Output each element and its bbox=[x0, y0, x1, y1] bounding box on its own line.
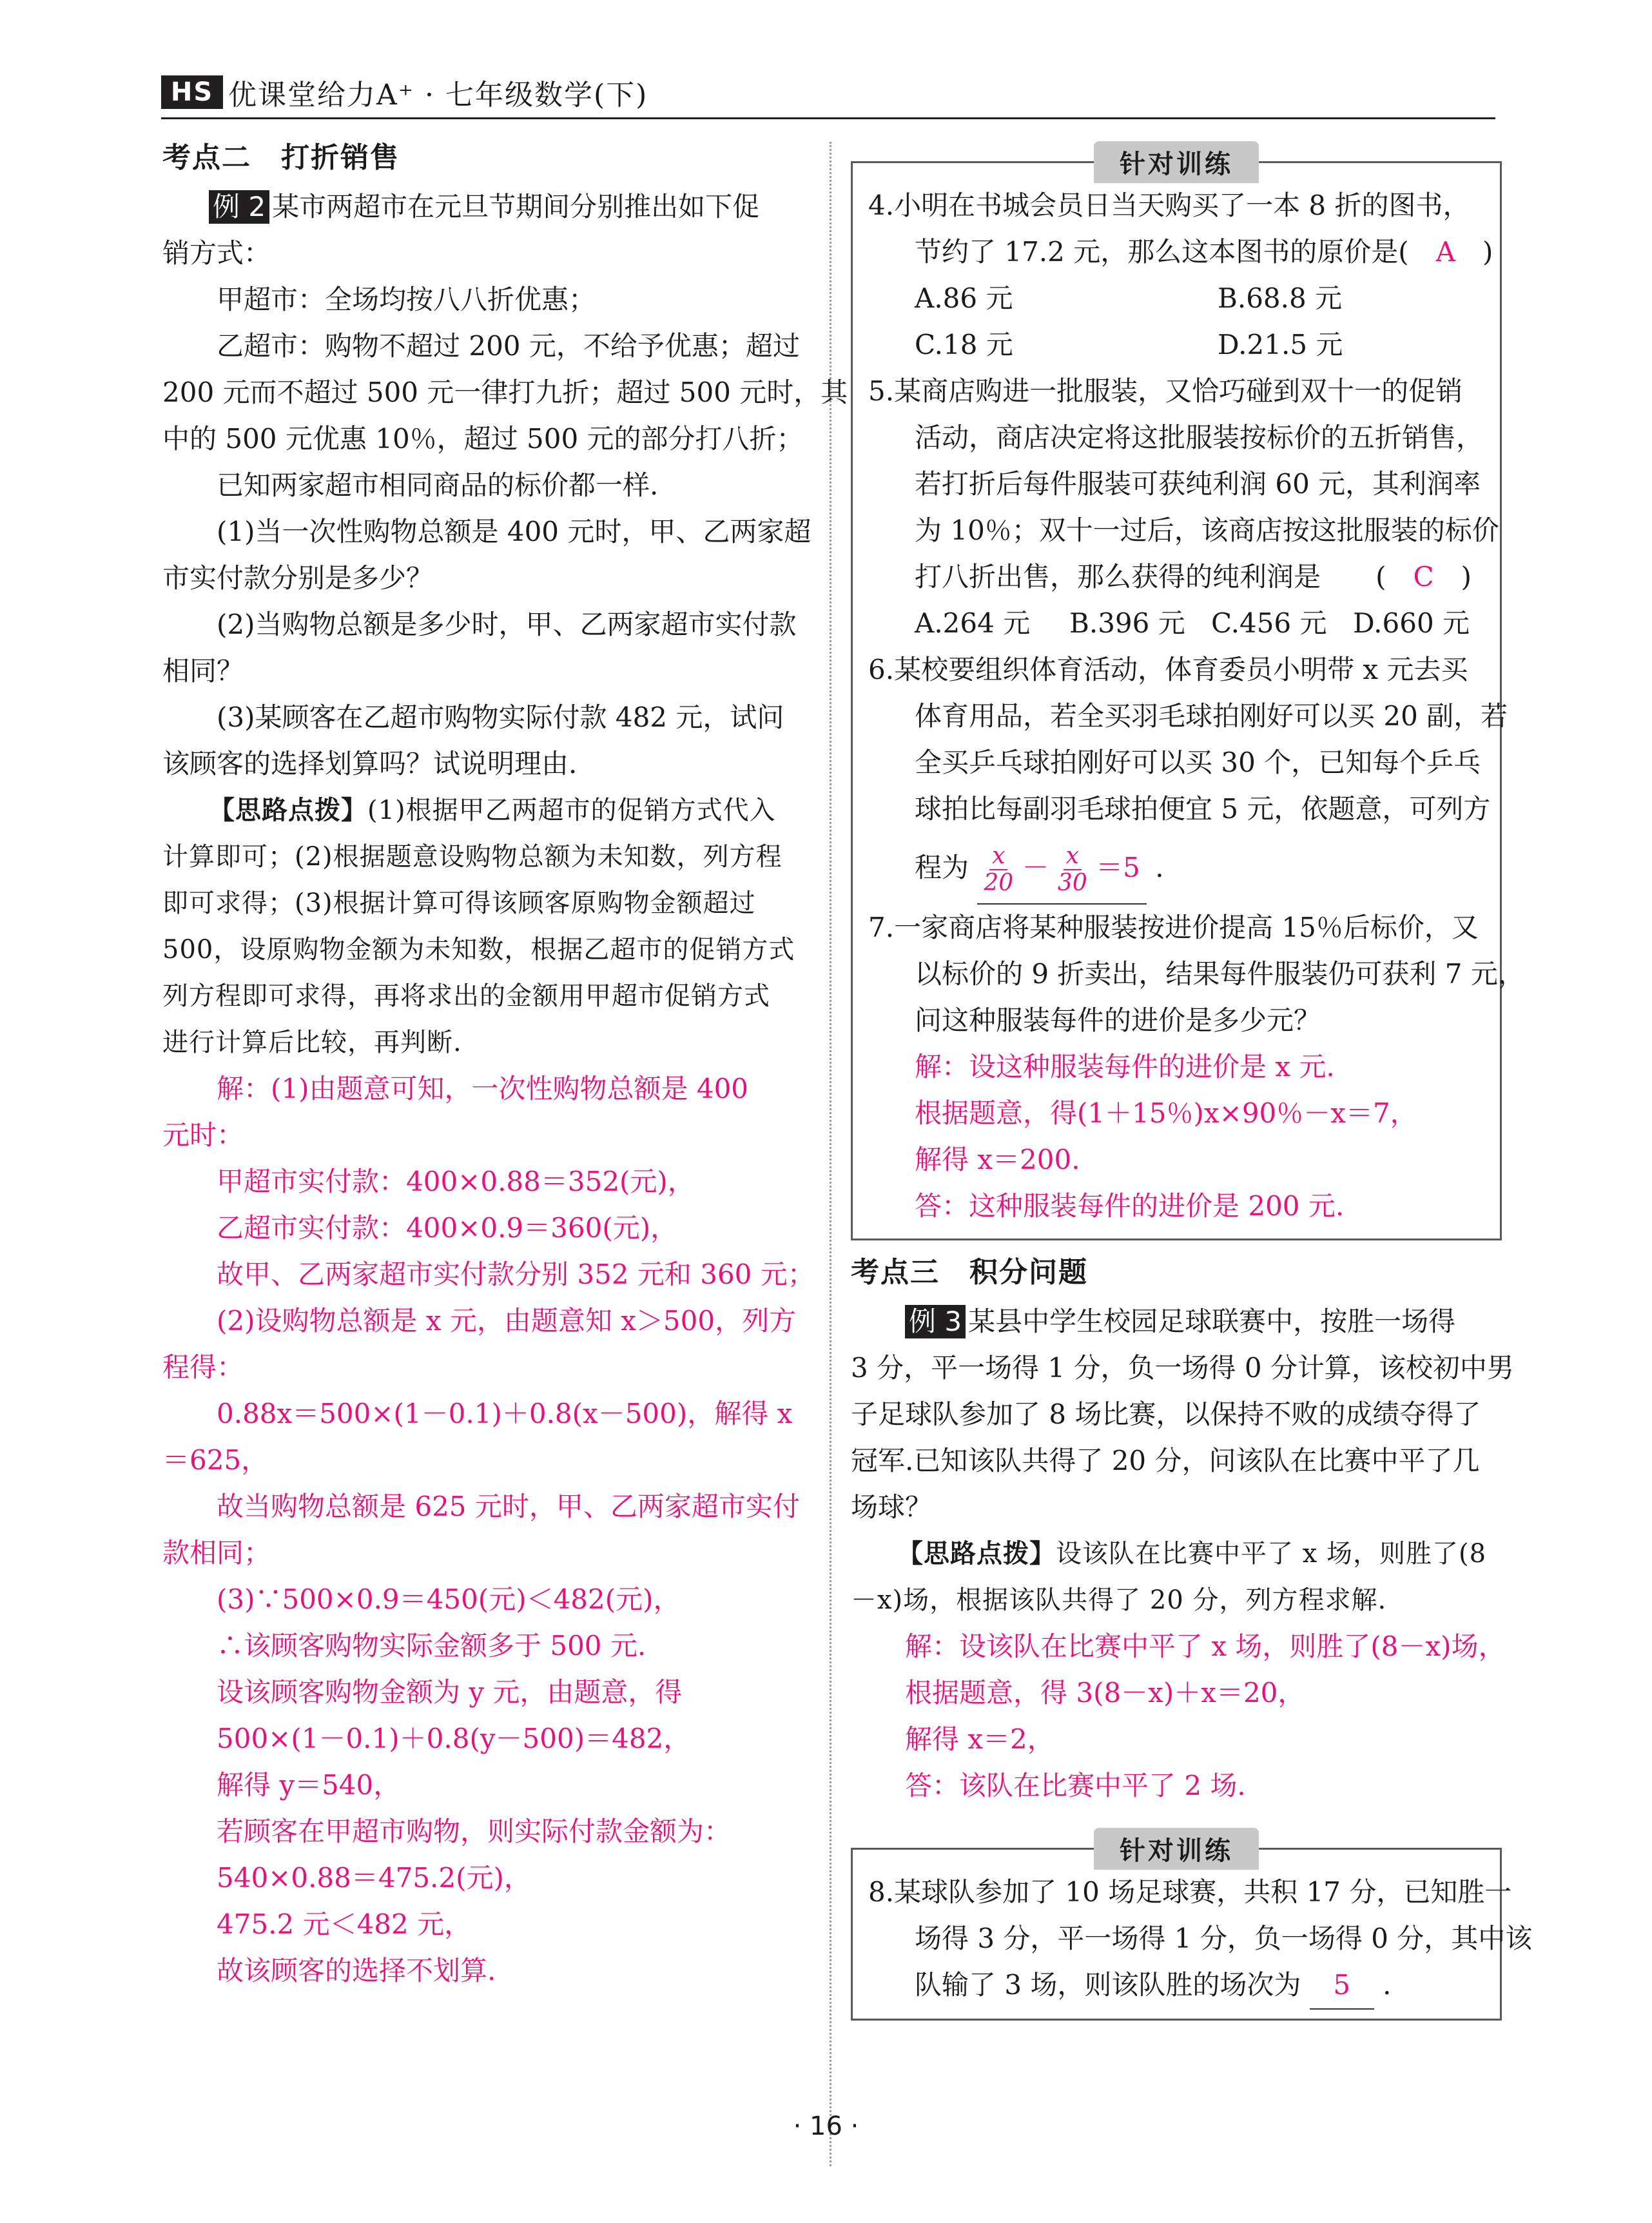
q4-option-a: A.86 元 bbox=[915, 282, 1013, 314]
header-rule bbox=[161, 117, 1495, 119]
q6-fraction-2: $\frac{x}{30}$ bbox=[1057, 843, 1087, 896]
q5-option-a: A.264 元 bbox=[915, 607, 1031, 639]
example-2-line-6: 已知两家超市相同商品的标价都一样. bbox=[217, 469, 659, 501]
solution-line-4: 故甲、乙两家超市实付款分别 352 元和 360 元； bbox=[217, 1258, 815, 1290]
solution-line-9: 故当购物总额是 625 元时，甲、乙两家超市实付 bbox=[217, 1491, 800, 1522]
solution-line-0: 解：(1)由题意可知，一次性购物总额是 400 bbox=[217, 1073, 749, 1104]
q4-option-d: D.21.5 元 bbox=[1218, 329, 1343, 360]
q5-answer-bracket: ( C ) bbox=[1375, 561, 1472, 592]
example-3-line-2: 子足球队参加了 8 场比赛，以保持不败的成绩夺得了 bbox=[851, 1398, 1481, 1430]
q4-options-row-1 bbox=[868, 275, 1484, 322]
example-2-line-9: (2)当购物总额是多少时，甲、乙两家超市实付款 bbox=[217, 609, 797, 640]
hint-line-2: 即可求得；(3)根据计算可得该顾客原购物金额超过 bbox=[162, 888, 756, 918]
book-title: 优课堂给力A⁺ · 七年级数学(下) bbox=[228, 79, 648, 112]
q7-solution-1: 根据题意，得(1＋15％)x×90％－x＝7， bbox=[915, 1097, 1417, 1129]
q5-line-3: 为 10％；双十一过后，该商店按这批服装的标价 bbox=[915, 514, 1499, 546]
q4-option-c: C.18 元 bbox=[915, 329, 1013, 360]
q5-options bbox=[868, 600, 1484, 647]
example-2-line-10: 相同？ bbox=[162, 655, 244, 687]
q4-line-1: 节约了 17.2 元，那么这本图书的原价是 ( A ) bbox=[868, 229, 1484, 275]
solution-line-5: (2)设购物总额是 x 元，由题意知 x＞500，列方 bbox=[217, 1305, 797, 1337]
column-divider bbox=[830, 142, 831, 2166]
q7-line-1: 以标价的 9 折卖出，结果每件服装仍可获利 7 元， bbox=[915, 958, 1525, 990]
q8-line-1: 场得 3 分，平一场得 1 分，负一场得 0 分，其中该 bbox=[915, 1923, 1533, 1954]
q6-line-4: 程为 $\frac{x}{20}$ － $\frac{x}{30}$ ＝5 . bbox=[868, 832, 1484, 905]
practice-tab-1: 针对训练 bbox=[1094, 141, 1259, 183]
solution-line-14: 500×(1－0.1)＋0.8(y－500)＝482， bbox=[217, 1723, 691, 1754]
example-3-line-1: 3 分，平一场得 1 分，负一场得 0 分计算，该校初中男 bbox=[851, 1352, 1514, 1384]
page-number: · 16 · bbox=[793, 2111, 859, 2141]
practice-box-2 bbox=[851, 1836, 1533, 2021]
q7-solution-0: 解：设这种服装每件的进价是 x 元. bbox=[915, 1051, 1335, 1082]
q8-answer: 5 bbox=[1333, 1969, 1351, 2001]
solution-line-6: 程得： bbox=[162, 1351, 244, 1383]
q7-solution-2: 解得 x＝200. bbox=[915, 1144, 1080, 1175]
q4-options-row-2 bbox=[868, 322, 1484, 368]
q6-line-0: 6.某校要组织体育活动，体育委员小明带 x 元去买 bbox=[868, 654, 1468, 685]
q6-line-2: 全买乒乓球拍刚好可以买 30 个，已知每个乒乓 bbox=[915, 747, 1481, 778]
example-2-line-0: 例 2 某市两超市在元旦节期间分别推出如下促 bbox=[162, 184, 810, 230]
q5-option-b: B.396 元 bbox=[1069, 607, 1185, 639]
q5-option-d: D.660 元 bbox=[1353, 607, 1470, 639]
example-2-line-1: 销方式： bbox=[162, 237, 271, 269]
example-2-line-5: 中的 500 元优惠 10％，超过 500 元的部分打八折； bbox=[162, 423, 804, 455]
example-2-line-3: 乙超市：购物不超过 200 元，不给予优惠；超过 bbox=[217, 330, 800, 362]
solution-line-1: 元时： bbox=[162, 1119, 244, 1151]
q8-answer-blank bbox=[1310, 1962, 1374, 2010]
example-2-line-12: 该顾客的选择划算吗？试说明理由. bbox=[162, 748, 578, 779]
q4-answer: A bbox=[1435, 236, 1455, 268]
q7-solution-3: 答：这种服装每件的进价是 200 元. bbox=[915, 1190, 1345, 1222]
solution-line-3: 乙超市实付款：400×0.9＝360(元)， bbox=[217, 1212, 678, 1244]
q5-line-1: 活动，商店决定将这批服装按标价的五折销售， bbox=[915, 422, 1484, 453]
solution-line-7: 0.88x＝500×(1－0.1)＋0.8(x－500)，解得 x bbox=[217, 1398, 793, 1429]
solution-line-16: 若顾客在甲超市购物，则实际付款金额为： bbox=[217, 1816, 732, 1847]
q4-line-0: 4.小明在书城会员日当天购买了一本 8 折的图书， bbox=[868, 190, 1470, 221]
q5-option-c: C.456 元 bbox=[1211, 607, 1327, 639]
practice-box-1 bbox=[851, 150, 1525, 1240]
q6-answer-blank: $\frac{x}{20}$ － $\frac{x}{30}$ ＝5 bbox=[977, 832, 1146, 905]
solution-line-10: 款相同； bbox=[162, 1537, 271, 1569]
example-3-solution-2: 解得 x＝2， bbox=[905, 1723, 1054, 1755]
example-3-hint-0: 【思路点拨】设该队在比赛中平了 x 场，则胜了(8 bbox=[897, 1539, 1487, 1569]
right-column bbox=[851, 150, 1533, 2021]
q8-line-2: 队输了 3 场，则该队胜的场次为 5 . bbox=[868, 1962, 1484, 2010]
q5-line-2: 若打折后每件服装可获纯利润 60 元，其利润率 bbox=[915, 468, 1481, 500]
example-3-label: 例 3 bbox=[905, 1305, 966, 1338]
example-3-line-3: 冠军.已知该队共得了 20 分，问该队在比赛中平了几 bbox=[851, 1445, 1480, 1476]
q4-answer-bracket: ( A ) bbox=[1398, 236, 1493, 268]
solution-line-8: ＝625， bbox=[162, 1444, 269, 1476]
q4-option-b: B.68.8 元 bbox=[1218, 282, 1343, 314]
hint-label: 【思路点拨】 bbox=[209, 796, 367, 825]
left-column bbox=[162, 132, 848, 1994]
hint-line-0: 【思路点拨】(1)根据甲乙两超市的促销方式代入 bbox=[209, 796, 776, 825]
hint-line-1: 计算即可；(2)根据题意设购物总额为未知数，列方程 bbox=[162, 842, 782, 872]
section-title-2: 考点二 打折销售 bbox=[162, 141, 400, 174]
practice-tab-2: 针对训练 bbox=[1094, 1828, 1259, 1870]
q8-line-0: 8.某球队参加了 10 场足球赛，共积 17 分，已知胜一 bbox=[868, 1876, 1512, 1908]
solution-line-13: 设该顾客购物金额为 y 元，由题意，得 bbox=[217, 1676, 683, 1708]
hint-line-3: 500，设原购物金额为未知数，根据乙超市的促销方式 bbox=[162, 935, 795, 965]
q5-line-0: 5.某商店购进一批服装，又恰巧碰到双十一的促销 bbox=[868, 375, 1463, 407]
solution-line-12: ∴该顾客购物实际金额多于 500 元. bbox=[217, 1630, 646, 1661]
q7-line-2: 问这种服装每件的进价是多少元？ bbox=[915, 1004, 1321, 1036]
example-2-line-8: 市实付款分别是多少？ bbox=[162, 562, 434, 594]
solution-line-15: 解得 y＝540， bbox=[217, 1769, 401, 1801]
hs-logo: HS bbox=[161, 75, 223, 109]
q6-fraction-1: $\frac{x}{20}$ bbox=[984, 843, 1014, 896]
q6-line-1: 体育用品，若全买羽毛球拍刚好可以买 20 副，若 bbox=[915, 700, 1508, 732]
page-header bbox=[161, 70, 648, 115]
example-3-solution-3: 答：该队在比赛中平了 2 场. bbox=[905, 1770, 1246, 1801]
example-2-line-11: (3)某顾客在乙超市购物实际付款 482 元，试问 bbox=[217, 701, 784, 733]
example-3-line-4: 场球？ bbox=[851, 1491, 933, 1523]
example-2-line-4: 200 元而不超过 500 元一律打九折；超过 500 元时，其 bbox=[162, 377, 848, 408]
example-2-label: 例 2 bbox=[209, 190, 269, 224]
example-3-hint-1: －x)场，根据该队共得了 20 分，列方程求解. bbox=[851, 1585, 1387, 1615]
section-title-3: 考点三 积分问题 bbox=[851, 1256, 1088, 1289]
example-3-hint-label: 【思路点拨】 bbox=[897, 1539, 1056, 1569]
example-3-solution-1: 根据题意，得 3(8－x)＋x＝20， bbox=[905, 1677, 1305, 1709]
q7-line-0: 7.一家商店将某种服装按进价提高 15％后标价，又 bbox=[868, 912, 1479, 943]
hint-line-4: 列方程即可求得，再将求出的金额用甲超市促销方式 bbox=[162, 981, 770, 1011]
solution-line-18: 475.2 元＜482 元， bbox=[217, 1908, 472, 1940]
solution-line-2: 甲超市实付款：400×0.88＝352(元)， bbox=[217, 1166, 695, 1197]
example-3-line-0: 例 3 某县中学生校园足球联赛中，按胜一场得 bbox=[851, 1298, 1502, 1345]
solution-line-11: (3)∵500×0.9＝450(元)＜482(元)， bbox=[217, 1583, 681, 1615]
q6-line-3: 球拍比每副羽毛球拍便宜 5 元，依题意，可列方 bbox=[915, 793, 1491, 825]
q5-answer: C bbox=[1413, 561, 1434, 592]
example-2-line-2: 甲超市：全场均按八八折优惠； bbox=[217, 284, 596, 315]
hint-line-5: 进行计算后比较，再判断. bbox=[162, 1028, 462, 1057]
q5-line-4: 打八折出售，那么获得的纯利润是 ( C ) bbox=[868, 554, 1484, 600]
example-2-line-7: (1)当一次性购物总额是 400 元时，甲、乙两家超 bbox=[217, 516, 811, 547]
section-3 bbox=[851, 1247, 1514, 1809]
example-3-solution-0: 解：设该队在比赛中平了 x 场，则胜了(8－x)场， bbox=[905, 1631, 1506, 1662]
solution-line-19: 故该顾客的选择不划算. bbox=[217, 1955, 496, 1986]
solution-line-17: 540×0.88＝475.2(元)， bbox=[217, 1862, 531, 1894]
